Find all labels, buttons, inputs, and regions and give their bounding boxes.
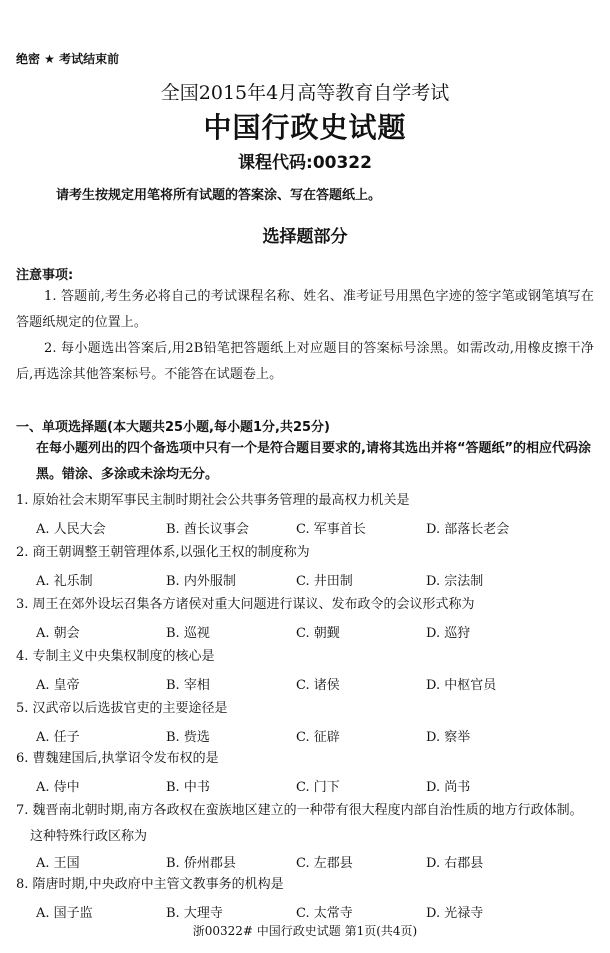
option-b: B. 酋长议事会 xyxy=(166,522,249,537)
option-d: D. 宗法制 xyxy=(426,574,484,589)
exam-title: 全国2015年4月高等教育自学考试 xyxy=(160,82,450,104)
option-d: D. 光禄寺 xyxy=(426,906,484,921)
option-a: A. 侍中 xyxy=(36,780,80,795)
option-d: D. 尚书 xyxy=(426,780,471,795)
question-stem: 2. 商王朝调整王朝管理体系,以强化王权的制度称为 xyxy=(16,545,310,560)
course-code: 课程代码:00322 xyxy=(238,153,372,173)
question-stem: 3. 周王在郊外设坛召集各方诸侯对重大问题进行谋议、发布政令的会议形式称为 xyxy=(16,597,475,612)
option-b: B. 内外服制 xyxy=(166,574,236,589)
option-b: B. 中书 xyxy=(166,780,210,795)
note-item: 2. 每小题选出答案后,用2B铅笔把答题纸上对应题目的答案标号涂黑。如需改动,用橡皮擦干净后,再选涂其他答案标号。不能答在试题卷上。 xyxy=(16,341,594,382)
option-b: B. 赀选 xyxy=(166,730,210,745)
option-a: A. 皇帝 xyxy=(36,678,80,693)
part-title: 选择题部分 xyxy=(262,227,348,247)
option-b: B. 巡视 xyxy=(166,626,210,641)
option-a: A. 王国 xyxy=(36,856,80,871)
option-c: C. 门下 xyxy=(296,780,340,795)
question-stem: 7. 魏晋南北朝时期,南方各政权在蛮族地区建立的一种带有很大程度内部自治性质的地方行政体制。这种特殊行政区称为 xyxy=(16,803,583,844)
question-options xyxy=(36,902,596,924)
option-a: A. 人民大会 xyxy=(36,522,106,537)
question-stem: 1. 原始社会末期军事民主制时期社会公共事务管理的最高权力机关是 xyxy=(16,493,410,508)
question-options xyxy=(36,570,596,592)
option-c: C. 井田制 xyxy=(296,574,353,589)
option-c: C. 朝觐 xyxy=(296,626,340,641)
section-instruction: 在每小题列出的四个备选项中只有一个是符合题目要求的,请将其选出并将“答题纸”的相应代码涂黑。错涂、多涂或未涂均无分。 xyxy=(36,441,592,482)
option-c: C. 诸侯 xyxy=(296,678,340,693)
confidential-label: 绝密 ★ 考试结束前 xyxy=(16,52,120,66)
option-a: A. 礼乐制 xyxy=(36,574,93,589)
page-footer: 浙00322# 中国行政史试题 第1页(共4页) xyxy=(192,924,418,938)
option-c: C. 军事首长 xyxy=(296,522,366,537)
option-b: B. 宰相 xyxy=(166,678,210,693)
option-a: A. 朝会 xyxy=(36,626,80,641)
note-item: 1. 答题前,考生务必将自己的考试课程名称、姓名、准考证号用黑色字迹的签字笔或钢笔填写在答题纸规定的位置上。 xyxy=(16,289,594,330)
question-options xyxy=(36,518,596,540)
section-heading: 一、单项选择题(本大题共25小题,每小题1分,共25分) xyxy=(16,420,330,435)
option-b: B. 大理寺 xyxy=(166,906,223,921)
general-instruction: 请考生按规定用笔将所有试题的答案涂、写在答题纸上。 xyxy=(56,188,382,203)
option-d: D. 中枢官员 xyxy=(426,678,497,693)
question-stem: 5. 汉武帝以后选拔官吏的主要途径是 xyxy=(16,701,228,716)
question-options xyxy=(36,852,596,874)
question-stem: 6. 曹魏建国后,执掌诏令发布权的是 xyxy=(16,751,219,766)
question-stem: 4. 专制主义中央集权制度的核心是 xyxy=(16,649,215,664)
option-d: D. 察举 xyxy=(426,730,471,745)
option-b: B. 侨州郡县 xyxy=(166,856,236,871)
question-options xyxy=(36,726,596,748)
question-options xyxy=(36,622,596,644)
option-a: A. 任子 xyxy=(36,730,80,745)
option-c: C. 左郡县 xyxy=(296,856,353,871)
option-c: C. 太常寺 xyxy=(296,906,353,921)
document-title: 中国行政史试题 xyxy=(203,111,407,144)
question-options xyxy=(36,776,596,798)
option-d: D. 右郡县 xyxy=(426,856,484,871)
notes-label: 注意事项: xyxy=(16,268,74,283)
question-options xyxy=(36,674,596,696)
option-d: D. 巡狩 xyxy=(426,626,471,641)
option-d: D. 部落长老会 xyxy=(426,522,510,537)
question-stem: 8. 隋唐时期,中央政府中主管文教事务的机构是 xyxy=(16,877,284,892)
option-a: A. 国子监 xyxy=(36,906,93,921)
option-c: C. 征辟 xyxy=(296,730,340,745)
